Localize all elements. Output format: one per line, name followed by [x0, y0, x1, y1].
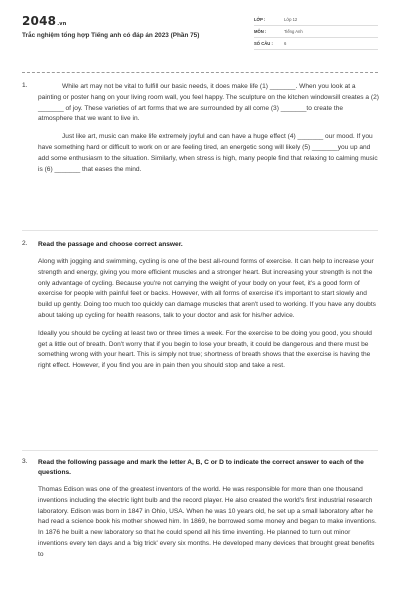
question-body: [38, 82, 379, 175]
question-body: [38, 458, 379, 561]
question-1: [22, 82, 381, 182]
document-title: Trắc nghiệm tổng hợp Tiếng anh có đáp án 2023 (Phần 75): [22, 32, 200, 39]
question-body: [38, 240, 379, 372]
meta-row-subject: [254, 26, 378, 38]
passage-paragraph: Along with jogging and swimming, cycling is one of the best all-round forms of exercise. It can help to increase your strength and energy, giving you more efficient muscles and a stronger heart. But increasing your strength is not the only advantage of cycling. Because you're not carrying the weight of your body on your feet, it's a good form of exercise for people with painful feet or backs. However, with all forms of exercise it's important to start slowly and build up gently. Doing too much too quickly can damage muscles that aren't used to working. If you have any doubts about taking up cycling for health reasons, talk to your doctor and ask for his/her advice.: [38, 258, 378, 319]
question-separator: [22, 230, 378, 231]
meta-value: Lớp 12: [284, 17, 298, 22]
meta-row-class: [254, 14, 378, 26]
meta-label: MÔN :: [254, 29, 267, 34]
passage-paragraph: Ideally you should be cycling at least two or three times a week. For the exercise to be doing you good, you should get a little out of breath. Don't worry that if you begin to lose your breath, it could be dangerous and there must be something wrong with your heart. This is simply not true; shortness of breath shows that the exercise is having the right effect. However, if you find you are in pain then you should stop and take a rest.: [38, 329, 374, 370]
meta-row-question-count: [254, 38, 378, 50]
question-number: 3.: [22, 458, 28, 465]
passage-paragraph: Just like art, music can make life extremely joyful and can have a huge effect (4) _______ our mood. If you have something hard or difficult to work on or are feeling tired, an energetic song will likely (5) _______you up and add some enthusiasm to the situation. Similarly, when stress is high, many people find that relaxing to calming music is (6) _______ that eases the mind.: [38, 133, 380, 173]
question-heading: Read the passage and choose correct answer.: [38, 241, 183, 248]
logo-tld: .vn: [57, 21, 67, 27]
question-3: [22, 458, 378, 568]
question-separator: [22, 450, 378, 451]
meta-label: SỐ CÂU :: [254, 41, 273, 46]
document-header: [0, 0, 400, 68]
passage-paragraph: While art may not be vital to fulfill our basic needs, it does make life (1) _______. When you look at a painting or poster hang on your living room wall, you feel happy. The sculpture on the kitchen windowsill creates a (2) _______ of joy. These varieties of art forms that we are surrounded by all come (3) _______to create the atmosphere that we want to live in.: [38, 83, 381, 123]
question-number: 2.: [22, 240, 28, 247]
question-heading: Read the following passage and mark the letter A, B, C or D to indicate the correct answer to each of the questions.: [38, 459, 364, 476]
passage-paragraph: Thomas Edison was one of the greatest inventors of the world. He was responsible for more than one thousand inventions including the electric light bulb and the record player. He also created the world's first industrial research laboratory. Edison was born in 1847 in Ohio, USA. When he was 10 years old, he set up a small laboratory after he had read a science book his mother showed him. In 1869, he borrowed some money and began to make inventions. In 1876 he built a new laboratory so that he could spend all his time inventing. He planned to turn out minor inventions every ten days and a 'big trick' every six months. He developed many devices that brought great benefits to: [38, 486, 379, 558]
meta-value: Tiếng Anh: [284, 29, 303, 34]
header-divider: [22, 72, 378, 73]
site-logo[interactable]: [22, 14, 67, 28]
meta-label: LỚP :: [254, 17, 266, 22]
question-2: [22, 240, 378, 379]
logo-text: 2048: [22, 14, 57, 28]
document-meta: [254, 14, 378, 50]
meta-value: 6: [284, 41, 287, 46]
question-number: 1.: [22, 82, 28, 89]
